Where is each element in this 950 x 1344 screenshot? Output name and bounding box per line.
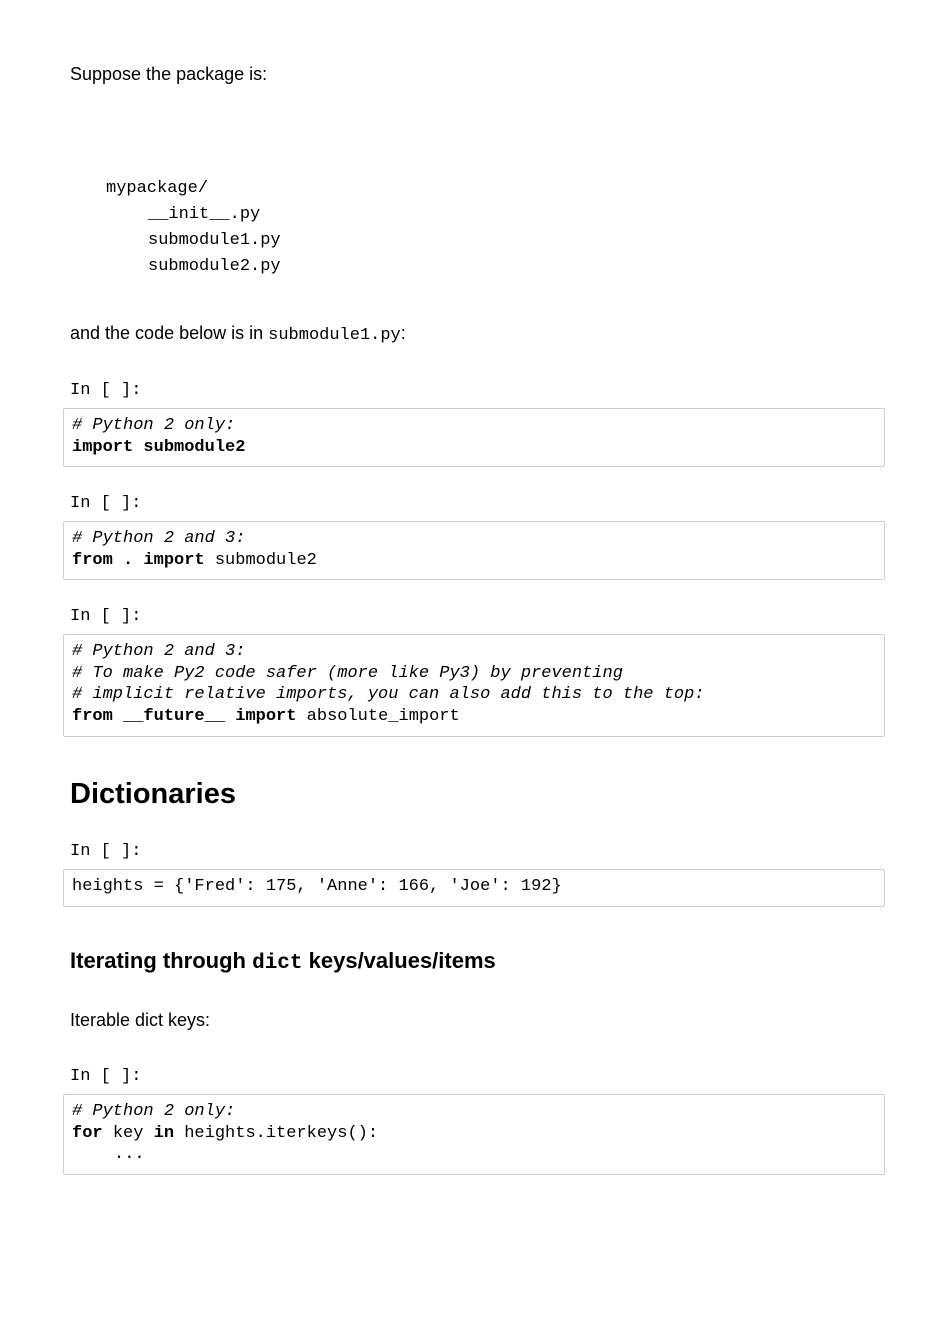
section-title-dictionaries: Dictionaries (70, 778, 236, 810)
package-file: submodule2.py (148, 257, 281, 276)
cell-prompt: In [ ]: (70, 842, 142, 861)
package-root: mypackage/ (106, 179, 209, 198)
loop-variable: key (112, 1123, 144, 1143)
dot-operator: . (123, 550, 134, 570)
package-tree (106, 176, 281, 280)
cell-prompt: In [ ]: (70, 607, 142, 626)
keyword: import (143, 550, 205, 570)
code-comment: # To make Py2 code safer (more like Py3) by preventing (72, 663, 623, 683)
import-name: absolute_import (306, 706, 460, 726)
module-name: submodule2 (214, 550, 317, 570)
loop-body: ... (114, 1145, 145, 1164)
keyword: from (72, 550, 113, 570)
keyword: in (153, 1123, 175, 1143)
keyword: from (72, 706, 113, 726)
code-comment: # implicit relative imports, you can also add this to the top: (72, 685, 705, 704)
module-name: __future__ (123, 706, 226, 726)
module-name: submodule2 (143, 437, 246, 457)
package-file: __init__.py (148, 205, 261, 224)
code-comment: # Python 2 and 3: (72, 529, 246, 548)
package-file: submodule1.py (148, 231, 281, 250)
code-line: heights = {'Fred': 175, 'Anne': 166, 'Joe': 192} (72, 877, 562, 896)
keyword: import (235, 706, 297, 726)
code-cell-py2-import[interactable] (63, 408, 885, 467)
keyword: import (72, 437, 134, 457)
code-cell-iterkeys[interactable] (63, 1094, 885, 1175)
inline-code-filename: submodule1.py (268, 326, 401, 345)
code-comment: # Python 2 only: (72, 1102, 236, 1121)
loop-expression: heights.iterkeys(): (184, 1123, 379, 1143)
subsection-title-iterating: Iterating through dict keys/values/items (70, 948, 496, 975)
keyword: for (72, 1123, 103, 1143)
cell-prompt: In [ ]: (70, 1067, 142, 1086)
code-cell-py23-import[interactable] (63, 521, 885, 580)
inline-code-dict: dict (252, 952, 303, 975)
code-comment: # Python 2 only: (72, 416, 236, 435)
code-comment: # Python 2 and 3: (72, 642, 246, 661)
iterable-keys-paragraph: Iterable dict keys: (70, 1010, 211, 1030)
intro-paragraph: Suppose the package is: (70, 64, 268, 84)
code-cell-heights[interactable] (63, 869, 885, 907)
cell-prompt: In [ ]: (70, 494, 142, 513)
cell-prompt: In [ ]: (70, 381, 142, 400)
code-cell-future-import[interactable] (63, 634, 885, 737)
code-location-paragraph: and the code below is in submodule1.py: (70, 323, 406, 345)
